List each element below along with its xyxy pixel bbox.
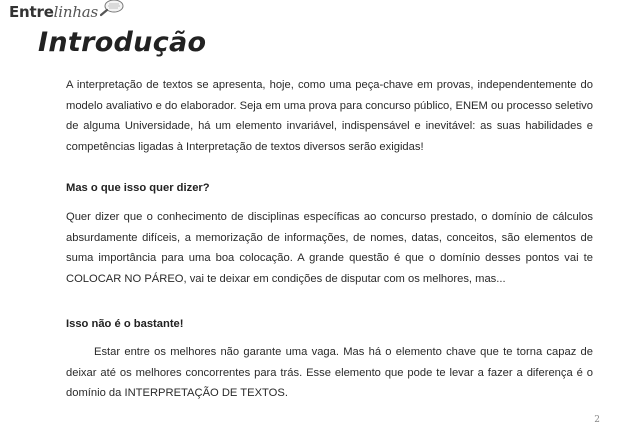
logo-text-script: linhas [53, 3, 99, 21]
not-enough-heading: Isso não é o bastante! [66, 318, 184, 330]
page-number: 2 [594, 415, 600, 425]
intro-paragraph: A interpretação de textos se apresenta, hoje, como uma peça-chave em provas, independentemente do modelo avaliativo e do elaborador. Seja em uma prova para concurso público, ENEM ou processo seletivo de alguma Universidade, há um elemento invariável, indispensável e inevitável: as suas habilidades e competências ligadas à Interpretação de textos diversos serão exigidas! [66, 79, 593, 153]
not-enough-paragraph: Estar entre os melhores não garante uma vaga. Mas há o elemento chave que te torna capaz de deixar até os melhores concorrentes para trás. Esse elemento que pode te levar a fazer a diferença é o domínio da INTERPRETAÇÃO DE TEXTOS. [66, 346, 593, 399]
question-heading: Mas o que isso quer dizer? [66, 182, 210, 194]
magnifier-icon [99, 0, 125, 22]
page-title: Introdução [38, 27, 207, 58]
brand-logo [9, 1, 125, 23]
question-paragraph: Quer dizer que o conhecimento de disciplinas específicas ao concurso prestado, o domínio de cálculos absurdamente difíceis, a memorização de informações, de nomes, datas, conceitos, são elementos de suma importância para uma boa colocação. A grande questão é que o domínio desses pontos vai te COLOCAR NO PÁREO, vai te deixar em condições de disputar com os melhores, mas... [66, 211, 593, 285]
logo-text-bold: Entre [9, 3, 54, 21]
